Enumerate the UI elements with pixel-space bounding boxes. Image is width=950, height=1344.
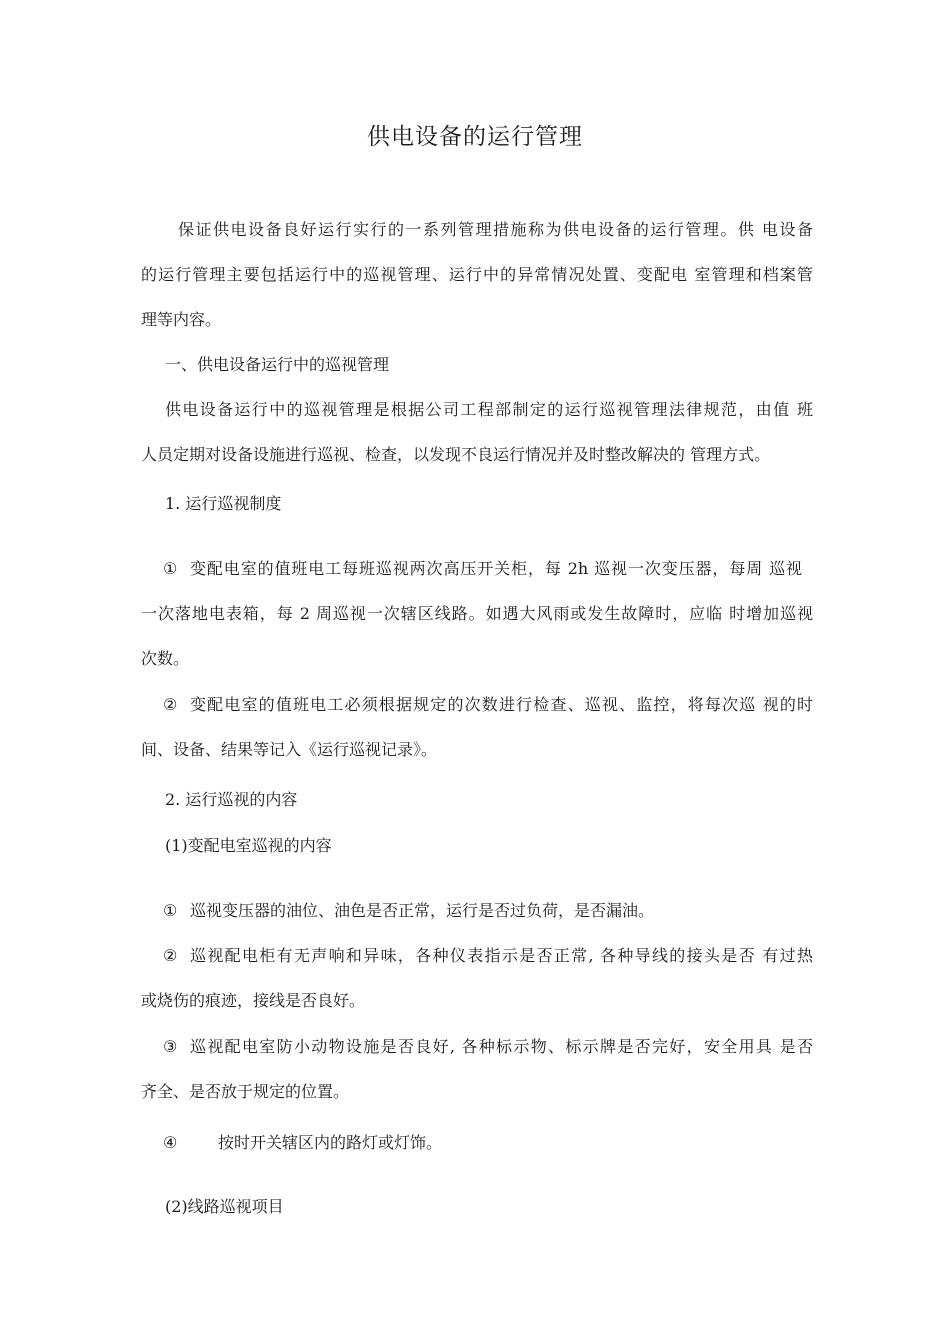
subsection-part-heading: (1)变配电室巡视的内容 <box>165 836 332 855</box>
list-item-line: 次数。 <box>141 649 190 668</box>
page-title: 供电设备的运行管理 <box>367 124 583 150</box>
list-item-line: 巡视配电柜有无声响和异味，各种仪表指示是否正常, 各种导线的接头是否 有过热 <box>190 946 813 965</box>
list-item-line: 间、设备、结果等记入《运行巡视记录》。 <box>141 740 438 759</box>
subsection-part-heading: (2)线路巡视项目 <box>165 1197 284 1216</box>
list-marker: ① <box>163 901 178 920</box>
list-marker: ③ <box>163 1037 178 1056</box>
subsection-heading: 2. 运行巡视的内容 <box>165 790 298 809</box>
intro-line-3: 理等内容。 <box>141 310 222 329</box>
list-item-line: 巡视变压器的油位、油色是否正常，运行是否过负荷，是否漏油。 <box>190 901 655 920</box>
list-marker: ① <box>163 559 178 578</box>
list-item-line: 齐全、是否放于规定的位置。 <box>141 1082 350 1101</box>
list-marker: ② <box>163 946 178 965</box>
list-marker: ② <box>163 695 178 714</box>
subsection-heading: 1. 运行巡视制度 <box>165 494 282 513</box>
list-item-line: 按时开关辖区内的路灯或灯饰。 <box>218 1133 443 1152</box>
section-paragraph-line-2: 人员定期对设备设施进行巡视、检查，以发现不良运行情况并及时整改解决的 管理方式。 <box>141 445 771 464</box>
list-item-line: 巡视配电室防小动物设施是否良好, 各种标示物、标示牌是否完好，安全用具 是否 <box>190 1037 813 1056</box>
intro-line-1: 保证供电设备良好运行实行的一系列管理措施称为供电设备的运行管理。供 电设备 <box>178 220 813 239</box>
list-item-line: 或烧伤的痕迹，接线是否良好。 <box>141 991 366 1010</box>
list-marker: ④ <box>163 1133 178 1152</box>
list-item-line: 变配电室的值班电工每班巡视两次高压开关柜，每 2h 巡视一次变压器，每周 巡视 <box>190 559 802 578</box>
list-item-line: 变配电室的值班电工必须根据规定的次数进行检查、巡视、监控，将每次巡 视的时 <box>190 695 813 714</box>
section-heading: 一、供电设备运行中的巡视管理 <box>165 355 390 374</box>
list-item-line: 一次落地电表箱，每 2 周巡视一次辖区线路。如遇大风雨或发生故障时，应临 时增加巡视 <box>141 604 813 623</box>
intro-line-2: 的运行管理主要包括运行中的巡视管理、运行中的异常情况处置、变配电 室管理和档案管 <box>141 265 813 284</box>
section-paragraph-line-1: 供电设备运行中的巡视管理是根据公司工程部制定的运行巡视管理法律规范，由值 班 <box>165 400 813 419</box>
